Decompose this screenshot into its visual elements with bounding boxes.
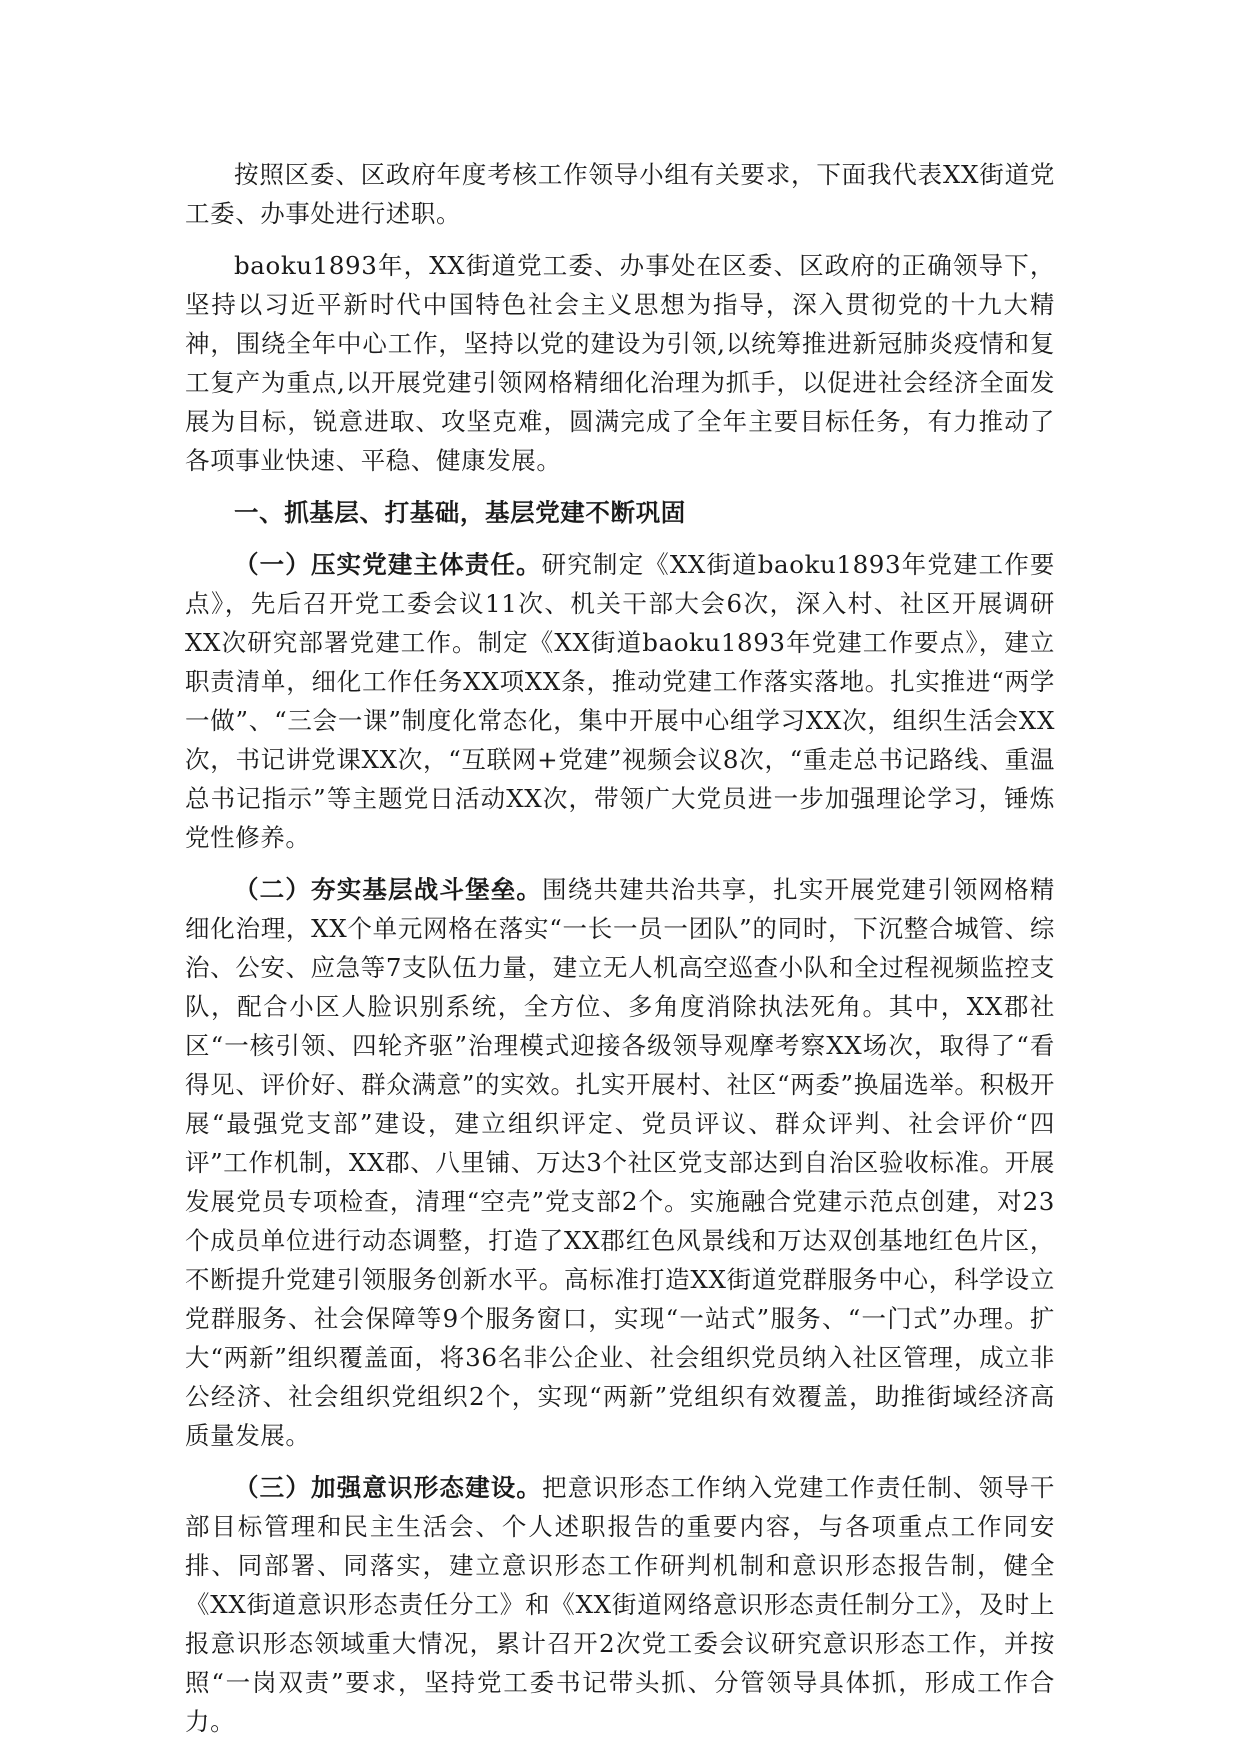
item-paragraph-1: [185, 545, 1055, 857]
item-body-2: 围绕共建共治共享，扎实开展党建引领网格精细化治理，XX个单元网格在落实“一长一员一团队”的同时，下沉整合城管、综治、公安、应急等7支队伍力量，建立无人机高空巡查小队和全过程视频监控支队，配合小区人脸识别系统，全方位、多角度消除执法死角。其中，XX郡社区“一核引领、四轮齐驱”治理模式迎接各级领导观摩考察XX场次，取得了“看得见、评价好、群众满意”的实效。扎实开展村、社区“两委”换届选举。积极开展“最强党支部”建设，建立组织评定、党员评议、群众评判、社会评价“四评”工作机制，XX郡、八里铺、万达3个社区党支部达到自治区验收标准。开展发展党员专项检查，清理“空壳”党支部2个。实施融合党建示范点创建，对23个成员单位进行动态调整，打造了XX郡红色风景线和万达双创基地红色片区，不断提升党建引领服务创新水平。高标准打造XX街道党群服务中心，科学设立党群服务、社会保障等9个服务窗口，实现“一站式”服务、“一门式”办理。扩大“两新”组织覆盖面，将36名非公企业、社会组织党员纳入社区管理，成立非公经济、社会组织党组织2个，实现“两新”党组织有效覆盖，助推街域经济高质量发展。: [185, 875, 1055, 1450]
item-lead-2: （二）夯实基层战斗堡垒。: [234, 875, 543, 904]
intro-paragraph: 按照区委、区政府年度考核工作领导小组有关要求，下面我代表XX街道党工委、办事处进行述职。: [185, 160, 1055, 228]
item-body-1: 研究制定《XX街道baoku1893年党建工作要点》，先后召开党工委会议11次、机关干部大会6次，深入村、社区开展调研XX次研究部署党建工作。制定《XX街道baoku1893年党建工作要点》，建立职责清单，细化工作任务XX项XX条，推动党建工作落实落地。扎实推进“两学一做”、“三会一课”制度化常态化，集中开展中心组学习XX次，组织生活会XX次，书记讲党课XX次，“互联网+党建”视频会议8次，“重走总书记路线、重温总书记指示”等主题党日活动XX次，带领广大党员进一步加强理论学习，锤炼党性修养。: [185, 550, 1055, 852]
item-body-3: 把意识形态工作纳入党建工作责任制、领导干部目标管理和民主生活会、个人述职报告的重要内容，与各项重点工作同安排、同部署、同落实，建立意识形态工作研判机制和意识形态报告制，健全《XX街道意识形态责任分工》和《XX街道网络意识形态责任制分工》，及时上报意识形态领域重大情况，累计召开2次党工委会议研究意识形态工作，并按照“一岗双责”要求，坚持党工委书记带头抓、分管领导具体抓，形成工作合力。: [185, 1473, 1055, 1736]
document-body: [185, 155, 1055, 1754]
item-paragraph-2: [185, 870, 1055, 1455]
section-heading: 一、抓基层、打基础，基层党建不断巩固: [234, 498, 686, 527]
item-lead-1: （一）压实党建主体责任。: [234, 550, 542, 579]
item-lead-3: （三）加强意识形态建设。: [234, 1473, 543, 1502]
item-paragraph-3: [185, 1468, 1055, 1741]
summary-paragraph: baoku1893年，XX街道党工委、办事处在区委、区政府的正确领导下，坚持以习近平新时代中国特色社会主义思想为指导，深入贯彻党的十九大精神，围绕全年中心工作，坚持以党的建设为引领,以统筹推进新冠肺炎疫情和复工复产为重点,以开展党建引领网格精细化治理为抓手，以促进社会经济全面发展为目标，锐意进取、攻坚克难，圆满完成了全年主要目标任务，有力推动了各项事业快速、平稳、健康发展。: [185, 251, 1055, 475]
